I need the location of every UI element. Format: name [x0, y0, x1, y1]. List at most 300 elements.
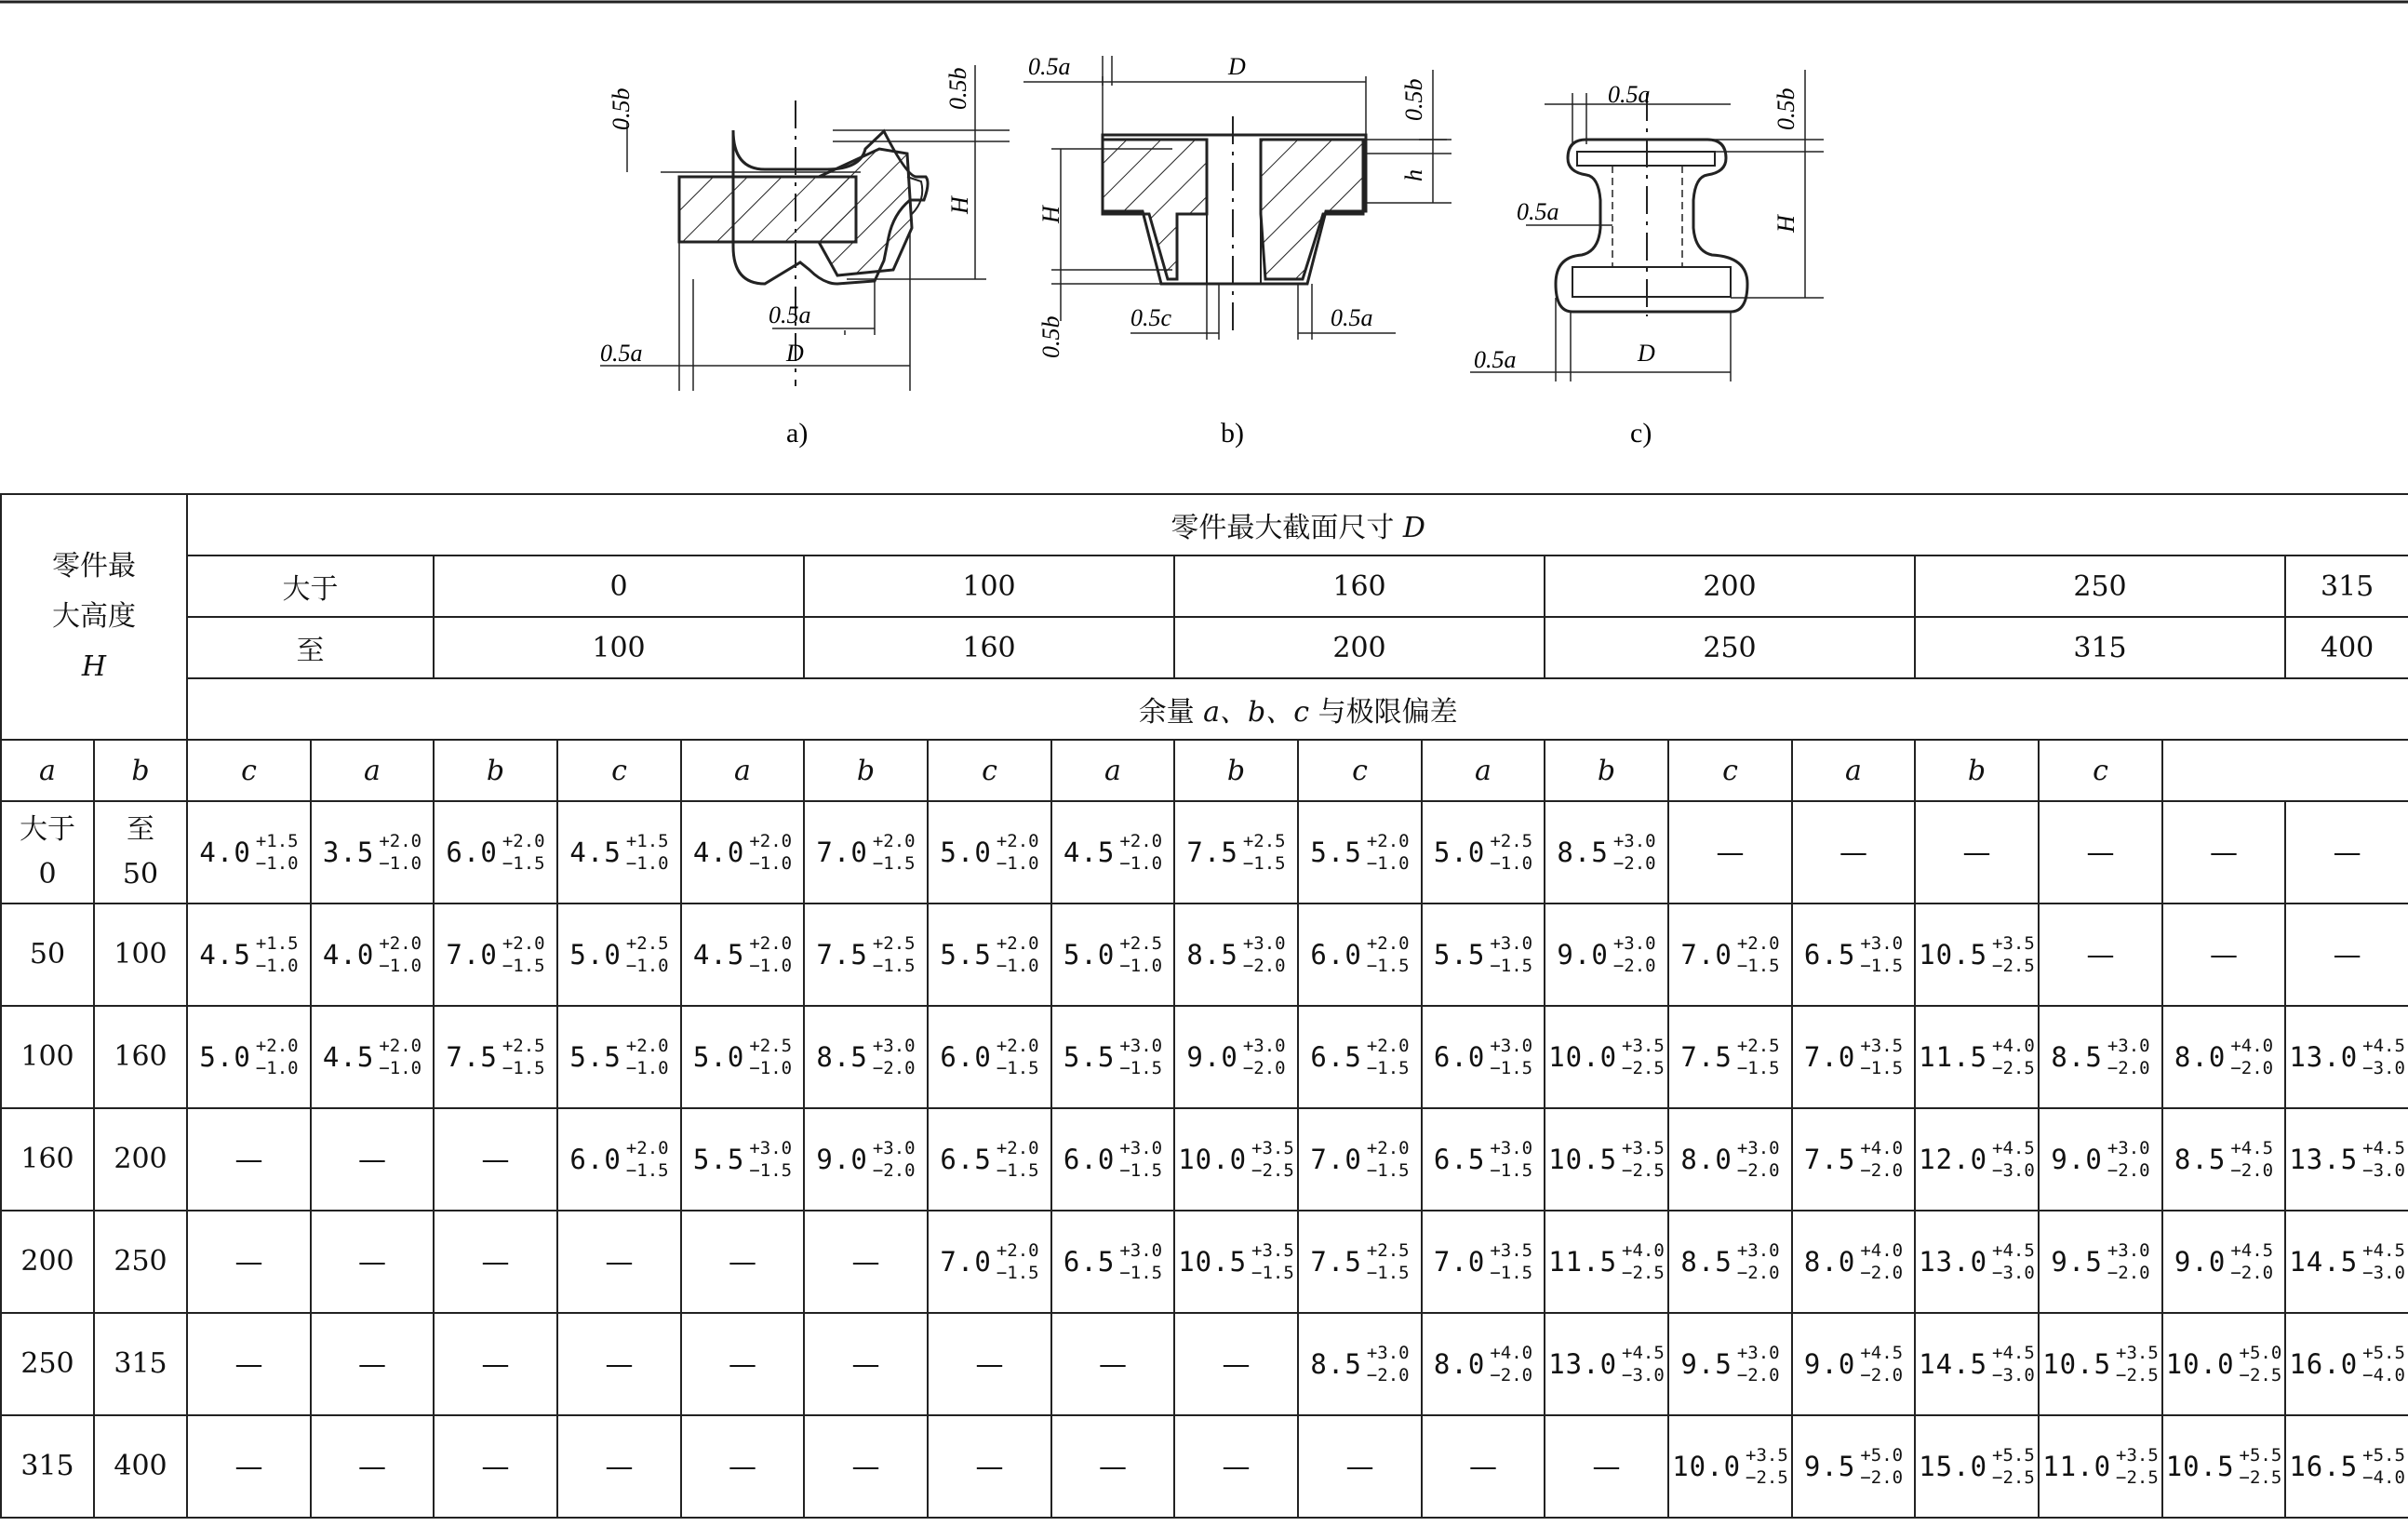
allowance-tolerance: [502, 830, 545, 875]
allowance-value: [816, 932, 915, 977]
allowance-tolerance: [379, 932, 421, 977]
empty-mark: —: [234, 1450, 263, 1483]
lower-deviation: −1.5: [1242, 853, 1286, 874]
allowance-tolerance: [1860, 932, 1903, 977]
allowance-cell: [1792, 1313, 1915, 1415]
lower-deviation: −2.0: [2230, 1263, 2274, 1283]
allowance-base: 6.5: [1433, 1144, 1486, 1175]
allowance-value: [446, 830, 544, 875]
allowance-cell: [1174, 1211, 1298, 1313]
upper-deviation: +2.0: [1366, 831, 1410, 851]
empty-mark: —: [2333, 938, 2361, 971]
lower-deviation: −1.0: [625, 1058, 669, 1078]
allowance-value: [1310, 1239, 1409, 1284]
allowance-base: 6.5: [1063, 1246, 1116, 1278]
upper-deviation: +5.5: [2362, 1445, 2405, 1466]
lower-deviation: −3.0: [2362, 1160, 2405, 1181]
allowance-tolerance: [997, 830, 1039, 875]
empty-mark: —: [234, 1245, 263, 1278]
upper-deviation: +3.0: [1736, 1343, 1780, 1363]
sketch-c-half-b-label: 0.5b: [1773, 87, 1799, 130]
lower-deviation: −2.0: [2230, 1058, 2274, 1078]
upper-deviation: +3.5: [1992, 933, 2035, 954]
allowance-value: [2289, 1239, 2405, 1284]
allowance-value: [1557, 932, 1655, 977]
empty-mark: —: [1469, 1450, 1497, 1483]
allowance-value: [940, 1239, 1038, 1284]
allowance-value: [2042, 1444, 2159, 1489]
empty-mark: —: [975, 1347, 1004, 1381]
allowance-letter-header: a: [681, 740, 804, 801]
allowance-cell: [1545, 801, 1668, 904]
allowance-tolerance: [1490, 830, 1532, 875]
allowance-base: 6.5: [1803, 939, 1856, 970]
allowance-cell: [1668, 1313, 1792, 1415]
upper-deviation: +3.5: [1860, 1036, 1904, 1056]
allowance-value: [1680, 1035, 1779, 1079]
allowance-value: [199, 1035, 298, 1079]
allowance-base: 7.5: [816, 939, 868, 970]
allowance-cell: [1668, 1211, 1792, 1313]
allowance-base: 6.0: [1063, 1144, 1116, 1175]
allowance-value: [2289, 1342, 2405, 1386]
allowance-value: [2289, 1035, 2405, 1079]
allowance-tolerance: [1243, 932, 1286, 977]
upper-deviation: +3.0: [1612, 933, 1656, 954]
allowance-tolerance: [256, 1035, 299, 1079]
upper-deviation: +4.0: [1622, 1240, 1665, 1261]
sketch-c-D-label: D: [1638, 340, 1655, 367]
allowance-tolerance: [1613, 932, 1656, 977]
allowance-base: 13.5: [2289, 1144, 2359, 1175]
allowance-value: [323, 830, 421, 875]
sketch-c-H-label: H: [1773, 215, 1799, 233]
lower-deviation: −1.5: [625, 1160, 669, 1181]
allowance-tolerance: [1860, 1342, 1903, 1386]
allowance-base: 5.5: [940, 939, 992, 970]
allowance-base: 10.5: [1919, 939, 1988, 970]
allowance-base: 12.0: [1919, 1144, 1988, 1175]
allowance-cell: [2039, 801, 2162, 904]
allowance-tolerance: [1119, 932, 1162, 977]
allowance-base: 11.0: [2042, 1451, 2112, 1482]
allowance-tolerance: [749, 1035, 792, 1079]
lower-deviation: −2.0: [1736, 1365, 1780, 1385]
allowance-value: [1064, 1137, 1162, 1182]
allowance-base: 8.5: [816, 1041, 868, 1073]
upper-deviation: +5.5: [2362, 1343, 2405, 1363]
allowance-base: 13.0: [1548, 1348, 1618, 1380]
allowance-tolerance: [1251, 1137, 1294, 1182]
range-to-cell: 100: [434, 617, 804, 678]
allowance-base: 7.0: [940, 1246, 992, 1278]
allowance-cell: [928, 1006, 1051, 1108]
lower-deviation: −1.5: [502, 853, 545, 874]
allowance-table: [0, 493, 2408, 1519]
allowance-value: [2166, 1342, 2282, 1386]
allowance-tolerance: [2240, 1342, 2282, 1386]
allowance-tolerance: [1860, 1137, 1903, 1182]
allowance-value: [1804, 1239, 1903, 1284]
allowance-cell: [2285, 1211, 2408, 1313]
table-row: [1, 801, 2408, 904]
upper-deviation: +2.5: [1490, 831, 1533, 851]
allowance-cell: [1051, 1313, 1174, 1415]
allowance-tolerance: [1737, 1035, 1780, 1079]
allowance-cell: [311, 1415, 434, 1518]
allowance-cell: [1422, 1211, 1545, 1313]
allowance-cell: [2039, 1415, 2162, 1518]
empty-mark: —: [975, 1450, 1004, 1483]
allowance-base: 7.0: [1310, 1144, 1362, 1175]
allowance-base: 9.0: [1557, 939, 1609, 970]
row-height-from: 200: [1, 1211, 94, 1313]
empty-mark: —: [1222, 1347, 1251, 1381]
allowance-cell: [804, 1211, 928, 1313]
allowance-value: [1548, 1035, 1665, 1079]
allowance-cell: [1422, 801, 1545, 904]
allowance-value: [1434, 830, 1532, 875]
lower-deviation: −1.5: [1490, 1160, 1533, 1181]
allowance-base: 7.5: [1310, 1246, 1362, 1278]
allowance-value: [1919, 1342, 2035, 1386]
allowance-cell: [434, 1313, 557, 1415]
lower-deviation: −2.5: [1251, 1160, 1294, 1181]
allowance-cell: [1298, 1108, 1422, 1211]
allowance-base: 6.0: [569, 1144, 622, 1175]
allowance-base: 9.5: [1680, 1348, 1732, 1380]
empty-mark: —: [1839, 836, 1867, 869]
allowance-value: [1434, 1137, 1532, 1182]
allowance-base: 16.0: [2289, 1348, 2359, 1380]
lower-deviation: −3.0: [2362, 1263, 2405, 1283]
lower-deviation: −1.5: [1119, 1263, 1163, 1283]
allowance-cell: [187, 1415, 311, 1518]
allowance-base: 8.5: [1557, 837, 1609, 868]
allowance-cell: [1545, 1415, 1668, 1518]
lower-deviation: −1.0: [379, 956, 422, 976]
allowance-value: [1680, 1342, 1779, 1386]
empty-mark: —: [358, 1143, 386, 1176]
allowance-value: [2174, 1239, 2273, 1284]
upper-deviation: +3.5: [1622, 1036, 1665, 1056]
allowance-tolerance: [626, 830, 669, 875]
lower-deviation: −1.5: [1490, 1058, 1533, 1078]
table-row: [1, 1313, 2408, 1415]
upper-deviation: +5.0: [1860, 1445, 1904, 1466]
allowance-tolerance: [1243, 830, 1286, 875]
sketch-c: [1470, 70, 1824, 382]
allowance-base: 11.5: [1919, 1041, 1988, 1073]
allowance-cell: [804, 801, 928, 904]
allowance-letter-header: a: [1051, 740, 1174, 801]
upper-deviation: +4.0: [1860, 1240, 1904, 1261]
allowance-base: 14.5: [1919, 1348, 1988, 1380]
upper-deviation: +3.0: [749, 1138, 793, 1158]
row-height-to: 400: [94, 1415, 187, 1518]
allowance-base: 10.0: [1672, 1451, 1742, 1482]
allowance-value: [940, 830, 1038, 875]
allowance-cell: [2285, 1313, 2408, 1415]
allowance-tolerance: [2230, 1137, 2273, 1182]
allowance-base: 7.5: [446, 1041, 498, 1073]
empty-mark: —: [851, 1347, 880, 1381]
allowance-value: [816, 1137, 915, 1182]
sketch-b: [1023, 56, 1451, 340]
allowance-base: 4.5: [199, 939, 251, 970]
lower-deviation: −1.5: [1736, 1058, 1780, 1078]
row-from-value: 0: [38, 858, 57, 890]
allowance-tolerance: [1992, 1035, 2035, 1079]
allowance-base: 9.5: [2051, 1246, 2103, 1278]
allowance-value: [1434, 1342, 1532, 1386]
lower-deviation: −1.0: [255, 853, 299, 874]
allowance-tolerance: [997, 1035, 1039, 1079]
lower-deviation: −3.0: [2362, 1058, 2405, 1078]
allowance-letter-header: c: [928, 740, 1051, 801]
allowance-value: [2051, 1035, 2149, 1079]
allowance-cell: [1422, 904, 1545, 1006]
corner-line2: 大高度: [52, 600, 136, 633]
lower-deviation: −3.0: [1992, 1160, 2035, 1181]
lower-deviation: −2.0: [1242, 1058, 1286, 1078]
allowance-value: [446, 1035, 544, 1079]
lower-deviation: −1.5: [1366, 956, 1410, 976]
allowance-value: [693, 1137, 792, 1182]
lower-deviation: −1.5: [1860, 1058, 1904, 1078]
allowance-tolerance: [1860, 1444, 1903, 1489]
sketch-a-half-a-label-left: 0.5a: [600, 340, 643, 367]
upper-deviation: +2.0: [1119, 831, 1163, 851]
empty-mark: —: [481, 1450, 510, 1483]
upper-deviation: +2.5: [872, 933, 916, 954]
upper-deviation: +2.0: [379, 831, 422, 851]
corner-header: [1, 494, 187, 740]
empty-mark: —: [1962, 836, 1991, 869]
allowance-value: [1919, 932, 2035, 977]
range-to-cell: 400: [2285, 617, 2408, 678]
allowance-cell: [1915, 1108, 2039, 1211]
allowance-symbols: a、b、c: [1203, 696, 1310, 729]
allowance-value: [940, 1035, 1038, 1079]
lower-deviation: −2.5: [1992, 1058, 2035, 1078]
upper-deviation: +3.0: [1736, 1240, 1780, 1261]
lower-deviation: −2.0: [2107, 1160, 2150, 1181]
upper-deviation: +4.5: [1622, 1343, 1665, 1363]
lower-deviation: −1.0: [379, 853, 422, 874]
sketch-b-half-a-label-top: 0.5a: [1028, 53, 1071, 80]
row-height-from: 160: [1, 1108, 94, 1211]
caption-c: c): [1630, 418, 1652, 448]
upper-deviation: +2.0: [749, 933, 793, 954]
lower-deviation: −2.0: [872, 1058, 916, 1078]
upper-deviation: +4.5: [2230, 1240, 2274, 1261]
allowance-value: [2289, 1137, 2405, 1182]
allowance-value: [569, 932, 668, 977]
empty-mark: —: [358, 1245, 386, 1278]
row-height-to: 100: [94, 904, 187, 1006]
allowance-cell: [1422, 1415, 1545, 1518]
sketch-a-D-label: D: [786, 340, 804, 367]
allowance-cell: [1174, 1006, 1298, 1108]
sketch-b-half-c-label: 0.5c: [1130, 304, 1172, 331]
allowance-tolerance: [997, 1137, 1039, 1182]
allowance-cell: [557, 801, 681, 904]
allowance-header: [187, 678, 2408, 740]
lower-deviation: −1.5: [1860, 956, 1904, 976]
allowance-cell: [1174, 1313, 1298, 1415]
row-height-from: [1, 801, 94, 904]
allowance-value: [2174, 1035, 2273, 1079]
allowance-value: [1919, 1444, 2035, 1489]
allowance-base: 4.5: [1063, 837, 1116, 868]
allowance-cell: [1174, 904, 1298, 1006]
allowance-cell: [804, 1006, 928, 1108]
allowance-tolerance: [1622, 1342, 1665, 1386]
upper-deviation: +2.5: [1242, 831, 1286, 851]
allowance-tolerance: [1622, 1137, 1665, 1182]
allowance-cell: [1668, 1108, 1792, 1211]
empty-mark: —: [1592, 1450, 1621, 1483]
sketch-a-half-a-label: 0.5a: [769, 301, 811, 328]
allowance-value: [940, 1137, 1038, 1182]
table-title-symbol: D: [1402, 512, 1425, 544]
allowance-tolerance: [1992, 932, 2035, 977]
range-to-cell: 315: [1915, 617, 2285, 678]
allowance-letter-header: b: [94, 740, 187, 801]
upper-deviation: +2.0: [1736, 933, 1780, 954]
allowance-cell: [928, 801, 1051, 904]
allowance-tolerance: [1367, 830, 1410, 875]
upper-deviation: +4.5: [2230, 1138, 2274, 1158]
upper-deviation: +2.0: [749, 831, 793, 851]
lower-deviation: −2.0: [2107, 1263, 2150, 1283]
empty-mark: —: [1222, 1450, 1251, 1483]
allowance-tolerance: [997, 1239, 1039, 1284]
allowance-cell: [434, 904, 557, 1006]
sketch-a-half-b-label-right: 0.5b: [944, 67, 971, 110]
allowance-cell: [1668, 801, 1792, 904]
allowance-tolerance: [1119, 1035, 1162, 1079]
allowance-cell: [1792, 1108, 1915, 1211]
allowance-tolerance: [379, 830, 421, 875]
allowance-base: 10.5: [2165, 1451, 2235, 1482]
allowance-tolerance: [1490, 1239, 1532, 1284]
allowance-cell: [1298, 904, 1422, 1006]
lower-deviation: −4.0: [2362, 1467, 2405, 1488]
range-from-cell: 315: [2285, 556, 2408, 617]
allowance-base: 9.5: [1803, 1451, 1856, 1482]
lower-deviation: −1.0: [1366, 853, 1410, 874]
allowance-cell: [434, 1415, 557, 1518]
allowance-cell: [311, 1211, 434, 1313]
allowance-tolerance: [1622, 1035, 1665, 1079]
allowance-value: [1548, 1137, 1665, 1182]
upper-deviation: +1.5: [255, 933, 299, 954]
upper-deviation: +3.0: [872, 1138, 916, 1158]
lower-deviation: −1.0: [749, 956, 793, 976]
lower-deviation: −2.5: [1622, 1263, 1665, 1283]
allowance-tolerance: [1367, 1035, 1410, 1079]
allowance-cell: [187, 801, 311, 904]
lower-deviation: −1.0: [996, 853, 1039, 874]
upper-deviation: +3.0: [2107, 1240, 2150, 1261]
allowance-cell: [1051, 1211, 1174, 1313]
allowance-tolerance: [502, 932, 545, 977]
allowance-tolerance: [1992, 1239, 2035, 1284]
allowance-letter-header: c: [557, 740, 681, 801]
allowance-value: [1804, 1444, 1903, 1489]
row-to-word: 至: [127, 813, 154, 846]
lower-deviation: −1.5: [1251, 1263, 1294, 1283]
allowance-base: 5.0: [692, 1041, 745, 1073]
upper-deviation: +3.0: [1736, 1138, 1780, 1158]
empty-mark: —: [481, 1347, 510, 1381]
allowance-cell: [557, 1415, 681, 1518]
allowance-cell: [557, 1211, 681, 1313]
allowance-cell: [1915, 1211, 2039, 1313]
allowance-tolerance: [1992, 1342, 2035, 1386]
allowance-tolerance: [626, 932, 669, 977]
empty-mark: —: [358, 1347, 386, 1381]
empty-mark: —: [358, 1450, 386, 1483]
upper-deviation: +5.0: [2239, 1343, 2282, 1363]
allowance-cell: [311, 904, 434, 1006]
allowance-letter-header: a: [1792, 740, 1915, 801]
allowance-value: [446, 932, 544, 977]
allowance-cell: [1422, 1108, 1545, 1211]
allowance-letter-header: a: [311, 740, 434, 801]
row-height-from: 315: [1, 1415, 94, 1518]
lower-deviation: −2.5: [2239, 1467, 2282, 1488]
corner-symbol: H: [81, 650, 107, 683]
allowance-value: [1919, 1035, 2035, 1079]
allowance-cell: [1051, 1415, 1174, 1518]
allowance-base: 8.0: [2174, 1041, 2227, 1073]
sketch-b-half-b-label-bottom: 0.5b: [1037, 315, 1064, 358]
allowance-tolerance: [1613, 830, 1656, 875]
allowance-cell: [2162, 1006, 2285, 1108]
allowance-cell: [557, 1313, 681, 1415]
allowance-base: 9.0: [2051, 1144, 2103, 1175]
allowance-base: 15.0: [1919, 1451, 1988, 1482]
lower-deviation: −1.5: [996, 1058, 1039, 1078]
to-label: 至: [187, 617, 434, 678]
from-label: 大于: [187, 556, 434, 617]
lower-deviation: −1.0: [379, 1058, 422, 1078]
allowance-base: 5.0: [1063, 939, 1116, 970]
allowance-cell: [1792, 801, 1915, 904]
allowance-cell: [804, 1415, 928, 1518]
upper-deviation: +2.0: [625, 1036, 669, 1056]
upper-deviation: +2.5: [502, 1036, 545, 1056]
lower-deviation: −1.5: [1736, 956, 1780, 976]
allowance-tolerance: [502, 1035, 545, 1079]
allowance-cell: [311, 1313, 434, 1415]
caption-a: a): [786, 418, 809, 448]
upper-deviation: +3.0: [1612, 831, 1656, 851]
allowance-value: [1919, 1239, 2035, 1284]
empty-mark: —: [1099, 1347, 1127, 1381]
allowance-base: 9.0: [2174, 1246, 2227, 1278]
allowance-cell: [2039, 1108, 2162, 1211]
upper-deviation: +2.5: [1736, 1036, 1780, 1056]
empty-mark: —: [605, 1245, 634, 1278]
allowance-base: 14.5: [2289, 1246, 2359, 1278]
allowance-cell: [557, 904, 681, 1006]
range-to-cell: 250: [1545, 617, 1915, 678]
allowance-tolerance: [2230, 1239, 2273, 1284]
